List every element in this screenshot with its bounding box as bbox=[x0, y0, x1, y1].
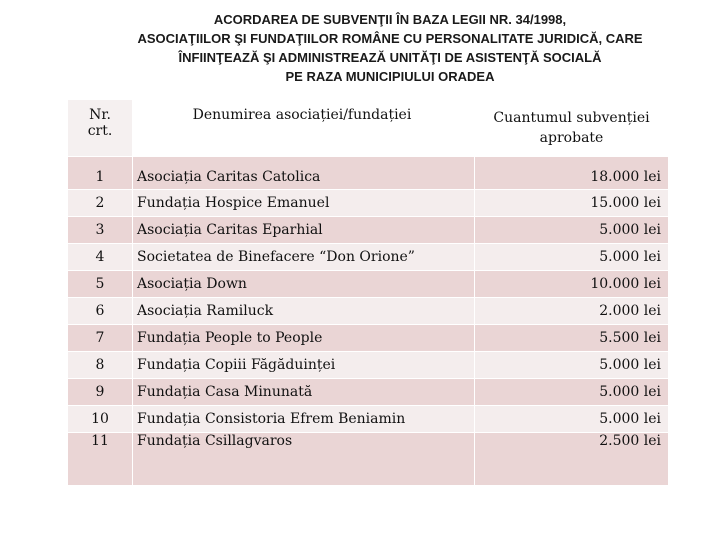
cell-amount: 5.500 lei bbox=[475, 325, 669, 352]
cell-amount: 5.000 lei bbox=[475, 244, 669, 271]
cell-nr: 8 bbox=[68, 352, 133, 379]
cell-amount: 5.000 lei bbox=[475, 217, 669, 244]
table-row bbox=[68, 298, 669, 325]
cell-name: Fundația Casa Minunată bbox=[133, 379, 475, 406]
table-body bbox=[68, 157, 669, 486]
title-line-1: ACORDAREA DE SUBVENŢII ÎN BAZA LEGII NR. 34/1998, bbox=[213, 12, 567, 27]
header-name: Denumirea asociației/fundației bbox=[133, 100, 475, 157]
cell-nr: 7 bbox=[68, 325, 133, 352]
table-row bbox=[68, 190, 669, 217]
cell-name: Asociația Ramiluck bbox=[133, 298, 475, 325]
cell-name: Fundația Csillagvaros bbox=[133, 433, 475, 486]
cell-name: Fundația Consistoria Efrem Beniamin bbox=[133, 406, 475, 433]
table-row bbox=[68, 157, 669, 190]
table-row bbox=[68, 217, 669, 244]
title-line-3: ÎNFIINŢEAZĂ ŞI ADMINISTREAZĂ UNITĂŢI DE ASISTENŢĂ SOCIALĂ bbox=[178, 50, 602, 65]
header-amount: Cuantumul subvenției aprobate bbox=[475, 100, 669, 157]
subsidies-table bbox=[67, 99, 669, 486]
cell-amount: 5.000 lei bbox=[475, 352, 669, 379]
cell-amount: 2.500 lei bbox=[475, 433, 669, 486]
cell-nr: 11 bbox=[68, 433, 133, 486]
cell-name: Asociația Caritas Eparhial bbox=[133, 217, 475, 244]
table-header-row bbox=[68, 100, 669, 157]
cell-name: Asociația Caritas Catolica bbox=[133, 157, 475, 190]
title-line-4: PE RAZA MUNICIPIULUI ORADEA bbox=[285, 69, 495, 84]
table-row bbox=[68, 325, 669, 352]
cell-name: Fundația People to People bbox=[133, 325, 475, 352]
cell-amount: 5.000 lei bbox=[475, 379, 669, 406]
document-title bbox=[95, 10, 685, 86]
cell-nr: 9 bbox=[68, 379, 133, 406]
cell-nr: 3 bbox=[68, 217, 133, 244]
cell-amount: 18.000 lei bbox=[475, 157, 669, 190]
table-row bbox=[68, 433, 669, 486]
cell-nr: 4 bbox=[68, 244, 133, 271]
header-nr: Nr. crt. bbox=[68, 100, 133, 157]
cell-amount: 5.000 lei bbox=[475, 406, 669, 433]
cell-name: Societatea de Binefacere “Don Orione” bbox=[133, 244, 475, 271]
cell-nr: 10 bbox=[68, 406, 133, 433]
cell-nr: 2 bbox=[68, 190, 133, 217]
table-row bbox=[68, 352, 669, 379]
cell-nr: 1 bbox=[68, 157, 133, 190]
cell-amount: 15.000 lei bbox=[475, 190, 669, 217]
table-row bbox=[68, 271, 669, 298]
cell-amount: 10.000 lei bbox=[475, 271, 669, 298]
table-row bbox=[68, 406, 669, 433]
cell-amount: 2.000 lei bbox=[475, 298, 669, 325]
cell-nr: 5 bbox=[68, 271, 133, 298]
title-line-2: ASOCIAŢIILOR ŞI FUNDAŢIILOR ROMÂNE CU PERSONALITATE JURIDICĂ, CARE bbox=[137, 31, 643, 46]
table-row bbox=[68, 244, 669, 271]
cell-name: Asociația Down bbox=[133, 271, 475, 298]
cell-name: Fundația Copiii Făgăduinței bbox=[133, 352, 475, 379]
cell-nr: 6 bbox=[68, 298, 133, 325]
cell-name: Fundația Hospice Emanuel bbox=[133, 190, 475, 217]
table-row bbox=[68, 379, 669, 406]
